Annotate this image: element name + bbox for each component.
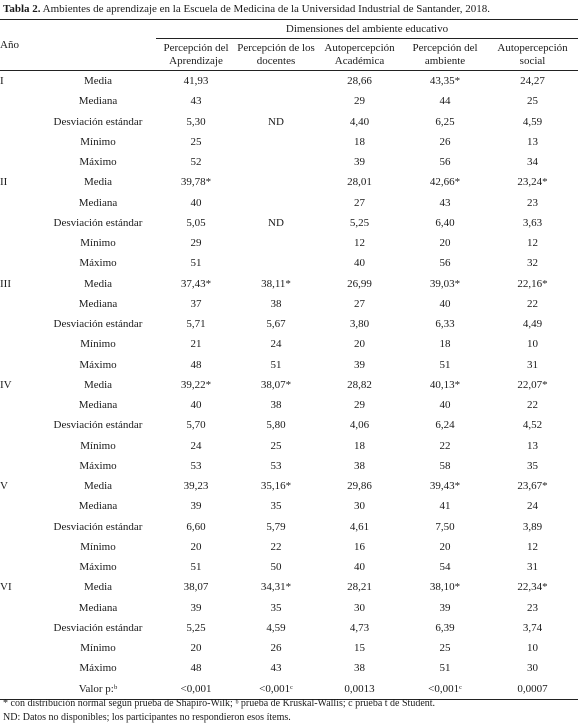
value-cell: 38 bbox=[354, 662, 365, 675]
table-row bbox=[0, 415, 578, 435]
value-cell: 37,43* bbox=[180, 277, 212, 290]
stat-label: Máximo bbox=[79, 662, 117, 675]
year-cell-empty bbox=[0, 294, 40, 314]
value-cell: 37 bbox=[190, 297, 202, 310]
year-cell-empty bbox=[0, 537, 40, 557]
value-cell: 25 bbox=[439, 642, 451, 655]
year-cell: III bbox=[0, 277, 11, 290]
stat-label: Desviación estándar bbox=[53, 621, 143, 634]
empty-cell bbox=[236, 132, 316, 152]
stat-label: Desviación estándar bbox=[53, 115, 143, 128]
value-cell: 5,79 bbox=[266, 520, 286, 533]
table-body bbox=[0, 71, 578, 700]
value-cell: 13 bbox=[527, 135, 538, 148]
value-cell: 38 bbox=[270, 399, 282, 412]
table-row bbox=[0, 132, 578, 152]
value-cell: 40 bbox=[354, 561, 365, 574]
value-cell: 22 bbox=[527, 297, 538, 310]
pvalue-cell: <0,001ᶜ bbox=[259, 682, 293, 695]
year-cell-empty bbox=[0, 618, 40, 638]
value-cell: 48 bbox=[190, 358, 202, 371]
value-cell: 5,25 bbox=[349, 216, 370, 229]
stat-label: Media bbox=[83, 176, 113, 189]
value-cell: 6,33 bbox=[435, 318, 455, 331]
table-row bbox=[0, 274, 578, 294]
value-cell: 39 bbox=[439, 601, 451, 614]
stat-label: Mínimo bbox=[80, 540, 116, 553]
value-cell: 18 bbox=[439, 338, 451, 351]
value-cell: 22,07* bbox=[517, 378, 548, 391]
value-cell: 41 bbox=[439, 500, 451, 513]
pvalue-cell: <0,001 bbox=[180, 682, 212, 695]
value-cell: 39,22* bbox=[180, 378, 212, 391]
year-cell-empty bbox=[0, 415, 40, 435]
table-row bbox=[0, 91, 578, 111]
year-cell-empty bbox=[0, 456, 40, 476]
value-cell: 31 bbox=[527, 561, 538, 574]
value-cell: 3,74 bbox=[522, 621, 543, 634]
value-cell: 30 bbox=[527, 662, 538, 675]
table-row bbox=[0, 577, 578, 597]
year-cell-empty bbox=[0, 395, 40, 415]
year-cell-empty bbox=[0, 132, 40, 152]
table-row bbox=[0, 517, 578, 537]
year-cell: I bbox=[0, 75, 4, 88]
value-cell: 27 bbox=[354, 196, 365, 209]
year-cell-empty bbox=[0, 152, 40, 172]
table-row bbox=[0, 496, 578, 516]
year-cell-empty bbox=[0, 314, 40, 334]
stat-label: Máximo bbox=[79, 257, 117, 270]
value-cell: 3,89 bbox=[522, 520, 543, 533]
col-autopercepcion-social: Autopercepción social bbox=[487, 39, 578, 71]
value-cell: 4,06 bbox=[349, 419, 370, 432]
value-cell: 15 bbox=[354, 642, 365, 655]
value-cell: 22 bbox=[527, 399, 538, 412]
value-cell: 25 bbox=[527, 95, 538, 108]
value-cell: 5,70 bbox=[186, 419, 206, 432]
value-cell: 38 bbox=[270, 297, 282, 310]
caption-text: Ambientes de aprendizaje en la Escuela de Medicina de la Universidad Industrial de Santander, 2018. bbox=[42, 3, 491, 15]
table-row bbox=[0, 71, 578, 92]
value-cell: 21 bbox=[190, 338, 202, 351]
value-cell: 4,52 bbox=[522, 419, 543, 432]
footnote-tests: * con distribución normal según prueba de Shapiro-Wilk; ᵇ prueba de Kruskal-Wallis; c prueba t de Student. bbox=[3, 698, 436, 709]
value-cell: 20 bbox=[190, 642, 202, 655]
value-cell: 40 bbox=[439, 297, 451, 310]
value-cell: 18 bbox=[354, 439, 365, 452]
nd-cell: ND bbox=[268, 115, 284, 128]
value-cell: 10 bbox=[527, 338, 538, 351]
value-cell: 40 bbox=[190, 399, 202, 412]
value-cell: 22 bbox=[270, 540, 282, 553]
table-row bbox=[0, 334, 578, 354]
value-cell: 38 bbox=[354, 459, 365, 472]
stat-label: Máximo bbox=[79, 156, 117, 169]
empty-cell bbox=[236, 193, 316, 213]
pvalue-row bbox=[0, 679, 578, 700]
year-cell: II bbox=[0, 176, 8, 189]
pvalue-label: Valor p:ᵇ bbox=[78, 682, 118, 695]
value-cell: 4,73 bbox=[349, 621, 370, 634]
value-cell: 5,05 bbox=[186, 216, 206, 229]
year-cell-empty bbox=[0, 557, 40, 577]
empty-cell bbox=[236, 233, 316, 253]
value-cell: 6,25 bbox=[435, 115, 455, 128]
table-row bbox=[0, 172, 578, 192]
value-cell: 40 bbox=[190, 196, 202, 209]
header-dimensions: Dimensiones del ambiente educativo bbox=[156, 20, 578, 39]
pvalue-cell: <0,001ᶜ bbox=[428, 682, 462, 695]
value-cell: 20 bbox=[439, 237, 451, 250]
value-cell: 24,27 bbox=[520, 75, 545, 88]
value-cell: 54 bbox=[439, 561, 451, 574]
value-cell: 20 bbox=[354, 338, 365, 351]
year-cell-empty bbox=[0, 436, 40, 456]
value-cell: 23,67* bbox=[517, 480, 548, 493]
value-cell: 3,63 bbox=[522, 216, 543, 229]
value-cell: 24 bbox=[270, 338, 282, 351]
value-cell: 23,24* bbox=[517, 176, 548, 189]
table-row bbox=[0, 253, 578, 273]
value-cell: 35,16* bbox=[260, 480, 292, 493]
stat-label: Mínimo bbox=[80, 642, 116, 655]
value-cell: 39,03* bbox=[429, 277, 461, 290]
value-cell: 31 bbox=[527, 358, 538, 371]
col-percepcion-aprendizaje: Percepción del Aprendizaje bbox=[156, 39, 236, 71]
value-cell: 12 bbox=[354, 237, 365, 250]
value-cell: 7,50 bbox=[435, 520, 455, 533]
value-cell: 26,99 bbox=[347, 277, 372, 290]
year-cell-empty bbox=[0, 679, 40, 700]
table-row bbox=[0, 233, 578, 253]
value-cell: 38,07 bbox=[183, 581, 209, 594]
value-cell: 35 bbox=[270, 601, 282, 614]
value-cell: 43 bbox=[439, 196, 451, 209]
value-cell: 12 bbox=[527, 237, 538, 250]
value-cell: 34,31* bbox=[260, 581, 292, 594]
year-cell-empty bbox=[0, 253, 40, 273]
value-cell: 35 bbox=[270, 500, 282, 513]
year-cell-empty bbox=[0, 638, 40, 658]
year-cell-empty bbox=[0, 355, 40, 375]
stat-label: Mediana bbox=[78, 95, 118, 108]
table-row bbox=[0, 375, 578, 395]
table-row bbox=[0, 456, 578, 476]
value-cell: 53 bbox=[270, 459, 282, 472]
value-cell: 13 bbox=[527, 439, 538, 452]
value-cell: 22,16* bbox=[517, 277, 548, 290]
value-cell: 34 bbox=[527, 156, 538, 169]
value-cell: 6,60 bbox=[186, 520, 206, 533]
value-cell: 26 bbox=[270, 642, 282, 655]
value-cell: 42,66* bbox=[429, 176, 461, 189]
year-cell-empty bbox=[0, 233, 40, 253]
value-cell: 51 bbox=[439, 662, 451, 675]
value-cell: 39 bbox=[354, 156, 365, 169]
value-cell: 53 bbox=[190, 459, 202, 472]
value-cell: 10 bbox=[527, 642, 538, 655]
stat-label: Desviación estándar bbox=[53, 216, 143, 229]
value-cell: 5,30 bbox=[186, 115, 206, 128]
empty-cell bbox=[236, 152, 316, 172]
value-cell: 25 bbox=[270, 439, 282, 452]
stat-label: Máximo bbox=[79, 561, 117, 574]
year-cell: IV bbox=[0, 378, 12, 391]
caption-label: Tabla 2. bbox=[3, 3, 41, 15]
value-cell: 51 bbox=[190, 561, 202, 574]
table-row bbox=[0, 355, 578, 375]
table-row bbox=[0, 152, 578, 172]
value-cell: 51 bbox=[439, 358, 451, 371]
stat-label: Mediana bbox=[78, 500, 118, 513]
value-cell: 32 bbox=[527, 257, 538, 270]
value-cell: 23 bbox=[527, 601, 538, 614]
value-cell: 6,40 bbox=[435, 216, 455, 229]
value-cell: 22 bbox=[439, 439, 451, 452]
value-cell: 4,40 bbox=[349, 115, 370, 128]
value-cell: 16 bbox=[354, 540, 365, 553]
value-cell: 39,23 bbox=[183, 480, 209, 493]
stat-label: Desviación estándar bbox=[53, 318, 143, 331]
stat-label: Media bbox=[83, 581, 113, 594]
value-cell: 4,61 bbox=[349, 520, 370, 533]
stat-label: Desviación estándar bbox=[53, 520, 143, 533]
table-row bbox=[0, 112, 578, 132]
table-caption bbox=[3, 3, 575, 15]
year-cell: V bbox=[0, 480, 8, 493]
value-cell: 20 bbox=[439, 540, 451, 553]
value-cell: 4,59 bbox=[266, 621, 286, 634]
col-percepcion-docentes: Percepción de los docentes bbox=[236, 39, 316, 71]
table-row bbox=[0, 193, 578, 213]
stat-label: Mínimo bbox=[80, 338, 116, 351]
value-cell: 28,66 bbox=[347, 75, 372, 88]
value-cell: 5,71 bbox=[186, 318, 206, 331]
stat-label: Mediana bbox=[78, 297, 118, 310]
table-row bbox=[0, 658, 578, 678]
value-cell: 5,80 bbox=[266, 419, 286, 432]
value-cell: 52 bbox=[190, 156, 202, 169]
value-cell: 4,59 bbox=[522, 115, 543, 128]
value-cell: 39 bbox=[190, 500, 202, 513]
value-cell: 29,86 bbox=[347, 480, 372, 493]
value-cell: 39 bbox=[354, 358, 365, 371]
value-cell: 39,43* bbox=[429, 480, 461, 493]
year-cell-empty bbox=[0, 193, 40, 213]
value-cell: 5,25 bbox=[186, 621, 206, 634]
value-cell: 24 bbox=[190, 439, 202, 452]
value-cell: 40 bbox=[354, 257, 365, 270]
stat-label: Máximo bbox=[79, 358, 117, 371]
value-cell: 40 bbox=[439, 399, 451, 412]
table-row bbox=[0, 476, 578, 496]
value-cell: 28,82 bbox=[347, 378, 372, 391]
stat-label: Máximo bbox=[79, 459, 117, 472]
col-percepcion-ambiente: Percepción del ambiente bbox=[403, 39, 487, 71]
value-cell: 3,80 bbox=[349, 318, 370, 331]
stat-label: Mínimo bbox=[80, 439, 116, 452]
value-cell: 12 bbox=[527, 540, 538, 553]
value-cell: 43 bbox=[270, 662, 282, 675]
value-cell: 6,24 bbox=[435, 419, 455, 432]
col-autopercepcion-academica: Autopercepción Académica bbox=[316, 39, 403, 71]
stat-label: Mediana bbox=[78, 196, 118, 209]
year-cell-empty bbox=[0, 213, 40, 233]
value-cell: 27 bbox=[354, 297, 365, 310]
value-cell: 43,35* bbox=[429, 75, 461, 88]
empty-cell bbox=[236, 71, 316, 92]
empty-cell bbox=[236, 91, 316, 111]
value-cell: 56 bbox=[439, 257, 451, 270]
learning-environment-table bbox=[0, 19, 578, 700]
value-cell: 22,34* bbox=[517, 581, 548, 594]
value-cell: 29 bbox=[354, 95, 365, 108]
value-cell: 51 bbox=[270, 358, 282, 371]
value-cell: 24 bbox=[527, 500, 538, 513]
value-cell: 41,93 bbox=[183, 75, 209, 88]
stat-label: Mediana bbox=[78, 399, 118, 412]
value-cell: 18 bbox=[354, 135, 365, 148]
value-cell: 35 bbox=[527, 459, 538, 472]
table-row bbox=[0, 395, 578, 415]
year-cell-empty bbox=[0, 598, 40, 618]
stat-label: Mediana bbox=[78, 601, 118, 614]
value-cell: 38,07* bbox=[260, 378, 292, 391]
value-cell: 39,78* bbox=[180, 176, 212, 189]
value-cell: 39 bbox=[190, 601, 202, 614]
value-cell: 29 bbox=[190, 237, 202, 250]
table-row bbox=[0, 598, 578, 618]
table-row bbox=[0, 436, 578, 456]
year-cell-empty bbox=[0, 334, 40, 354]
stat-label: Mínimo bbox=[80, 237, 116, 250]
year-cell: VI bbox=[0, 581, 12, 594]
year-cell-empty bbox=[0, 517, 40, 537]
value-cell: 40,13* bbox=[429, 378, 461, 391]
pvalue-cell: 0,0013 bbox=[344, 682, 375, 695]
value-cell: 43 bbox=[190, 95, 202, 108]
year-cell-empty bbox=[0, 658, 40, 678]
value-cell: 30 bbox=[354, 500, 365, 513]
footnote-nd: ND: Datos no disponibles; los participantes no respondieron esos ítems. bbox=[3, 712, 291, 723]
header-stat-blank bbox=[40, 20, 156, 71]
value-cell: 50 bbox=[270, 561, 282, 574]
stat-label: Media bbox=[83, 75, 113, 88]
table-row bbox=[0, 638, 578, 658]
stat-label: Media bbox=[83, 378, 113, 391]
stat-label: Mínimo bbox=[80, 135, 116, 148]
value-cell: 28,21 bbox=[347, 581, 372, 594]
value-cell: 4,49 bbox=[522, 318, 543, 331]
table-row bbox=[0, 294, 578, 314]
empty-cell bbox=[236, 172, 316, 192]
value-cell: 5,67 bbox=[266, 318, 286, 331]
value-cell: 20 bbox=[190, 540, 202, 553]
value-cell: 29 bbox=[354, 399, 365, 412]
value-cell: 38,11* bbox=[261, 277, 291, 290]
value-cell: 48 bbox=[190, 662, 202, 675]
table-row bbox=[0, 314, 578, 334]
table-row bbox=[0, 618, 578, 638]
stat-label: Media bbox=[83, 480, 113, 493]
value-cell: 28,01 bbox=[347, 176, 372, 189]
header-year: Año bbox=[0, 20, 40, 71]
value-cell: 56 bbox=[439, 156, 451, 169]
value-cell: 6,39 bbox=[435, 621, 455, 634]
year-cell-empty bbox=[0, 91, 40, 111]
year-cell-empty bbox=[0, 496, 40, 516]
table-row bbox=[0, 557, 578, 577]
value-cell: 51 bbox=[190, 257, 202, 270]
value-cell: 25 bbox=[190, 135, 202, 148]
stat-label: Desviación estándar bbox=[53, 419, 143, 432]
value-cell: 38,10* bbox=[429, 581, 461, 594]
nd-cell: ND bbox=[268, 216, 284, 229]
value-cell: 23 bbox=[527, 196, 538, 209]
value-cell: 58 bbox=[439, 459, 451, 472]
empty-cell bbox=[236, 253, 316, 273]
stat-label: Media bbox=[83, 277, 113, 290]
table-row bbox=[0, 213, 578, 233]
pvalue-cell: 0,0007 bbox=[517, 682, 548, 695]
value-cell: 26 bbox=[439, 135, 451, 148]
table-row bbox=[0, 537, 578, 557]
value-cell: 44 bbox=[439, 95, 451, 108]
value-cell: 30 bbox=[354, 601, 365, 614]
year-cell-empty bbox=[0, 112, 40, 132]
